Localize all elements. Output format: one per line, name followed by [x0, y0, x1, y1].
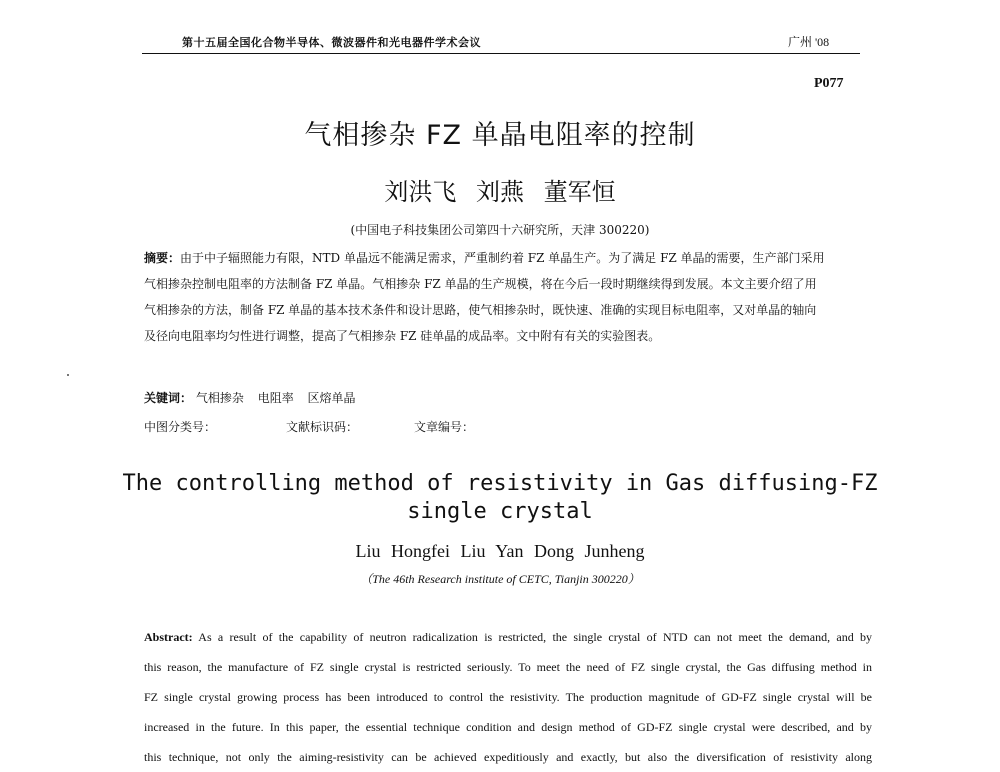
title-english-line-1: The controlling method of resistivity in Gas diffusing-FZ [122, 471, 878, 496]
abstract-english-line: this reason, the manufacture of FZ single crystal is restricted seriously. To meet the need of FZ single crystal, the Gas diffusing method in [144, 660, 872, 674]
title-english [0, 470, 1000, 526]
title-chinese: 气相掺杂 FZ 单晶电阻率的控制 [304, 120, 696, 151]
abstract-english-line: FZ single crystal growing process has been introduced to control the resistivity. The production magnitude of GD-FZ single crystal will be [144, 690, 872, 704]
abstract-chinese [144, 245, 872, 349]
abstract-english [144, 622, 872, 772]
keyword: 气相掺杂 [195, 391, 244, 405]
article-number-label: 文章编号： [414, 420, 475, 434]
scan-artifact-dot [67, 374, 69, 376]
affiliation-english: （The 46th Research institute of CETC, Tianjin 300220） [360, 572, 640, 586]
abstract-english-line: this technique, not only the aiming-resistivity can be achieved expeditiously and exactly, but also the diversification of resistivity along [144, 750, 872, 764]
title-english-line-2: single crystal [407, 499, 593, 524]
paper-number: P077 [814, 76, 844, 91]
running-header-location-year: 广州 '08 [788, 35, 830, 49]
running-header-conference: 第十五届全国化合物半导体、微波器件和光电器件学术会议 [182, 36, 481, 49]
document-code-label: 文献标识码： [286, 420, 359, 434]
authors-english: Liu Hongfei Liu Yan Dong Junheng [355, 541, 645, 561]
authors-chinese: 刘洪飞 刘燕 董军恒 [384, 178, 616, 206]
classification-number-label: 中图分类号： [144, 420, 217, 434]
affiliation-chinese: (中国电子科技集团公司第四十六研究所，天津 300220) [350, 223, 650, 237]
abstract-chinese-line: 气相掺杂控制电阻率的方法制备 FZ 单晶。气相掺杂 FZ 单晶的生产规模，将在今后一段时期继续得到发展。本文主要介绍了用 [144, 277, 817, 291]
abstract-chinese-line: 及径向电阻率均匀性进行调整，提高了气相掺杂 FZ 硅单晶的成品率。文中附有有关的实验图表。 [144, 329, 661, 343]
abstract-english-line: increased in the future. In this paper, the essential technique condition and design method of GD-FZ single crystal were described, and by [144, 720, 872, 734]
keyword: 区熔单晶 [307, 391, 356, 405]
abstract-chinese-label: 摘要： [144, 251, 181, 265]
abstract-chinese-line: 气相掺杂的方法，制备 FZ 单晶的基本技术条件和设计思路，使气相掺杂时，既快速、准确的实现目标电阻率，又对单晶的轴向 [144, 303, 817, 317]
header-rule [142, 53, 860, 54]
keywords-chinese [144, 389, 366, 406]
abstract-english-label: Abstract: [144, 630, 193, 644]
keywords-label: 关键词： [144, 391, 193, 405]
keyword: 电阻率 [257, 391, 294, 405]
abstract-english-line: Abstract: As a result of the capability of neutron radicalization is restricted, the single crystal of NTD can not meet the demand, and by [144, 630, 872, 644]
abstract-chinese-line: 由于中子辐照能力有限，NTD 单晶远不能满足需求，严重制约着 FZ 单晶生产。为了满足 FZ 单晶的需要，生产部门采用 [180, 251, 825, 265]
